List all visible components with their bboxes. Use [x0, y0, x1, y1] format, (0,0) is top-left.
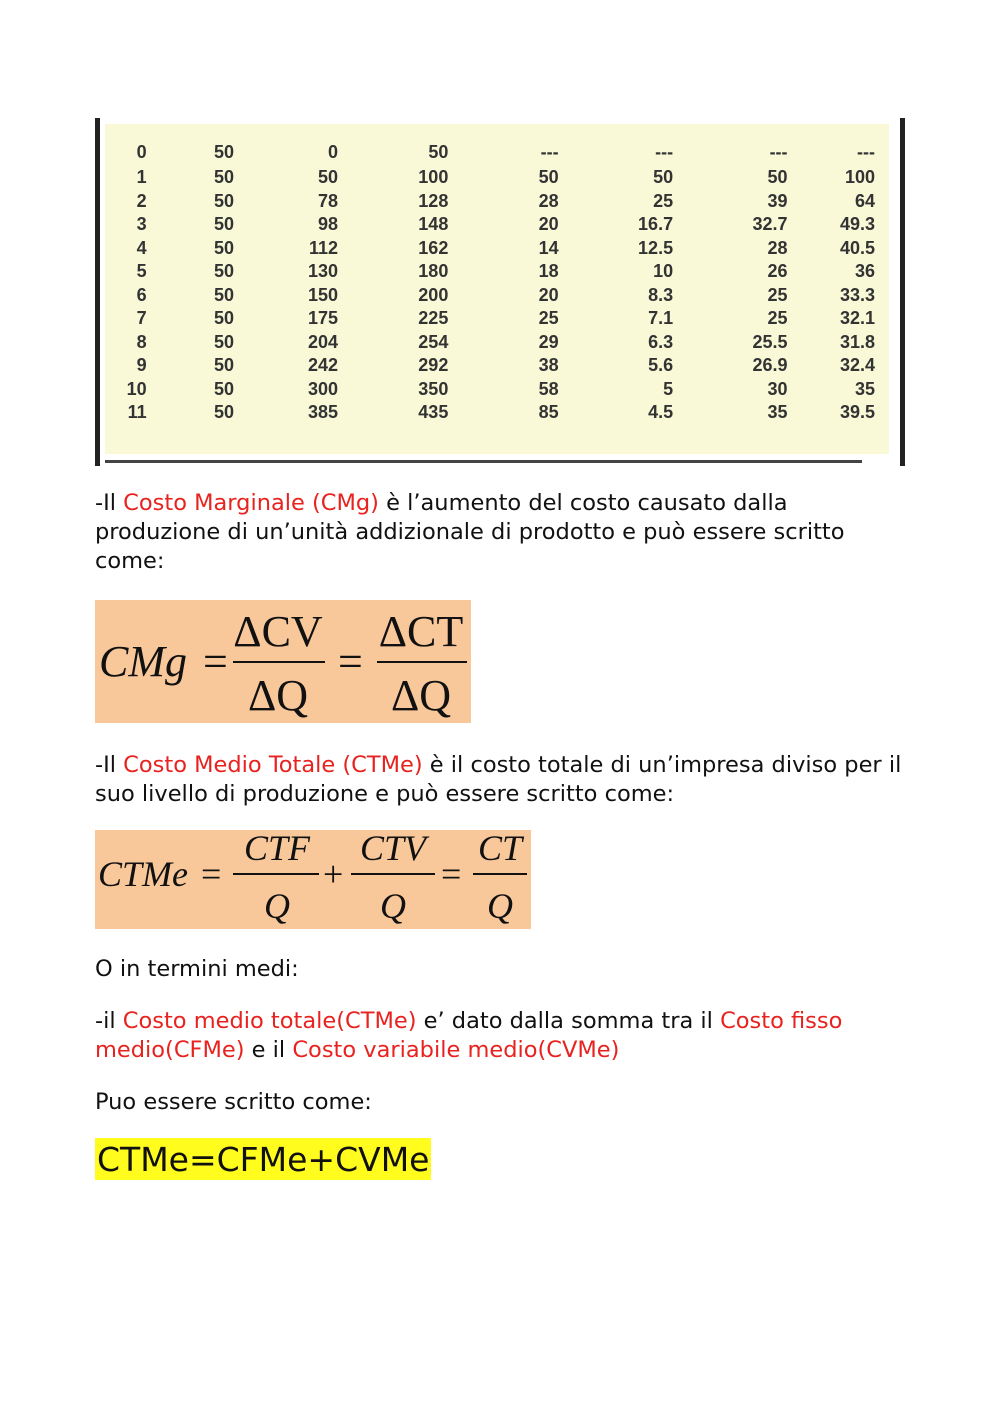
- written-as-label: Puo essere scritto come:: [95, 1089, 372, 1115]
- table-cell: 50: [213, 378, 234, 399]
- formula1-lhs: CMg: [99, 637, 187, 686]
- table-left-border: [95, 118, 100, 466]
- para4-prefix: -il: [95, 1008, 123, 1034]
- table-cell: 50: [767, 167, 788, 188]
- marginal-cost-term: Costo Marginale (CMg): [123, 490, 379, 516]
- table-cell: 4.5: [648, 402, 674, 423]
- table-row: [105, 190, 875, 214]
- formula2-num1: CTF: [243, 830, 311, 868]
- para2-text: è il costo totale di un’impresa diviso per il suo livello di produzione e può essere scritto come:: [95, 752, 902, 807]
- table-cell: 25: [767, 308, 788, 329]
- table-cell: 385: [308, 402, 339, 423]
- formula1-eq2: =: [338, 637, 363, 686]
- table-cell: 10: [126, 378, 147, 399]
- table-cell: 50: [213, 308, 234, 329]
- table-cell: 7: [136, 308, 147, 329]
- para1-text: è l’aumento del costo causato dalla produzione di un’unità addizionale di prodotto e può essere scritto come:: [95, 490, 845, 574]
- table-row: [105, 378, 875, 402]
- table-cell: 180: [418, 261, 449, 282]
- table-bottom-rule: [105, 460, 862, 463]
- average-total-cost-paragraph: [95, 751, 915, 809]
- table-cell: 112: [309, 237, 339, 258]
- table-cell: 7.1: [648, 308, 674, 329]
- table-cell: 50: [213, 141, 234, 162]
- table-cell: 5.6: [648, 355, 674, 376]
- para2-prefix: -Il: [95, 752, 124, 778]
- table-cell: 130: [308, 261, 339, 282]
- table-cell: 128: [418, 190, 449, 211]
- table-cell: 49.3: [839, 214, 875, 235]
- formula2-num3: CT: [477, 830, 523, 868]
- table-cell: 6.3: [648, 331, 674, 352]
- average-total-cost-term-2: Costo medio totale(CTMe): [122, 1008, 417, 1034]
- table-cell: 9: [136, 355, 147, 376]
- average-cost-sum-paragraph: [95, 1007, 915, 1065]
- formula2-den1: Q: [264, 886, 290, 926]
- table-cell: 38: [538, 355, 559, 376]
- table-cell: 204: [308, 331, 339, 352]
- table-cell: 6: [136, 284, 147, 305]
- table-row: [105, 401, 875, 425]
- table-cell: 3: [136, 214, 147, 235]
- table-cell: 150: [308, 284, 339, 305]
- table-cell: 5: [663, 378, 674, 399]
- table-cell: 25: [767, 284, 788, 305]
- table-right-border: [900, 118, 905, 466]
- table-cell: 50: [213, 331, 234, 352]
- table-row: [105, 260, 875, 284]
- table-cell: 33.3: [839, 284, 875, 305]
- table-cell: 350: [418, 378, 449, 399]
- table-cell: 50: [213, 214, 234, 235]
- table-row: [105, 166, 875, 190]
- table-cell: 148: [418, 214, 449, 235]
- table-cell: ---: [655, 141, 674, 162]
- table-cell: 435: [418, 402, 449, 423]
- table-cell: 50: [213, 355, 234, 376]
- table-cell: 162: [418, 237, 449, 258]
- table-cell: 50: [538, 167, 559, 188]
- table-cell: 26.9: [752, 355, 788, 376]
- table-cell: 28: [767, 237, 788, 258]
- table-cell: 8: [136, 331, 147, 352]
- table-cell: 0: [136, 141, 147, 162]
- average-total-cost-formula: [95, 830, 531, 929]
- table-cell: 32.1: [839, 308, 875, 329]
- table-cell: 39.5: [839, 402, 875, 423]
- para4-mid2: e il: [244, 1037, 293, 1063]
- cost-table-figure: [95, 118, 905, 466]
- table-row: [105, 331, 875, 355]
- formula1-num2: ΔCT: [378, 607, 464, 656]
- formula2-plus: +: [323, 854, 344, 894]
- table-cell: 29: [538, 331, 559, 352]
- table-cell: 39: [767, 190, 788, 211]
- table-cell: 300: [308, 378, 339, 399]
- formula2-den2: Q: [380, 886, 406, 926]
- table-cell: 32.4: [839, 355, 875, 376]
- formula1-den1: ΔQ: [247, 671, 309, 720]
- table-cell: 40.5: [839, 237, 875, 258]
- table-cell: 26: [767, 261, 788, 282]
- table-cell: 175: [308, 308, 339, 329]
- table-cell: 50: [213, 284, 234, 305]
- average-variable-cost-term: Costo variabile medio(CVMe): [292, 1037, 620, 1063]
- table-cell: 50: [213, 190, 234, 211]
- table-cell: 225: [418, 308, 449, 329]
- formula2-lhs: CTMe: [98, 854, 188, 894]
- table-cell: 10: [653, 261, 674, 282]
- table-cell: 14: [538, 237, 559, 258]
- table-cell: 2: [136, 190, 147, 211]
- table-cell: 0: [328, 141, 339, 162]
- table-cell: 100: [844, 167, 875, 188]
- highlighted-equation: CTMe=CFMe+CVMe: [97, 1140, 430, 1179]
- table-cell: ---: [857, 141, 875, 162]
- table-cell: 50: [318, 167, 339, 188]
- table-row: [105, 138, 875, 166]
- table-cell: 35: [767, 402, 788, 423]
- table-cell: 25: [538, 308, 559, 329]
- table-cell: 50: [213, 237, 234, 258]
- table-cell: 25.5: [752, 331, 788, 352]
- table-cell: 12.5: [638, 237, 674, 258]
- table-cell: 28: [538, 190, 559, 211]
- table-cell: 31.8: [839, 331, 875, 352]
- table-cell: 85: [538, 402, 559, 423]
- table-cell: 16.7: [638, 214, 674, 235]
- formula2-num2: CTV: [359, 830, 427, 868]
- table-cell: 4: [136, 237, 147, 258]
- table-cell: 30: [767, 378, 788, 399]
- table-cell: ---: [540, 141, 559, 162]
- table-cell: 8.3: [648, 284, 674, 305]
- table-cell: 35: [854, 378, 875, 399]
- table-row: [105, 354, 875, 378]
- table-cell: 20: [538, 284, 559, 305]
- table-cell: ---: [769, 141, 788, 162]
- table-cell: 20: [538, 214, 559, 235]
- table-cell: 32.7: [752, 214, 788, 235]
- table-cell: 50: [653, 167, 674, 188]
- marginal-cost-formula: [95, 600, 471, 723]
- table-row: [105, 307, 875, 331]
- table-cell: 200: [418, 284, 449, 305]
- table-cell: 11: [127, 402, 147, 423]
- table-row: [105, 213, 875, 237]
- table-cell: 292: [418, 355, 449, 376]
- formula1-den2: ΔQ: [390, 671, 452, 720]
- table-cell: 98: [318, 214, 339, 235]
- formula1-eq1: =: [203, 637, 228, 686]
- table-cell: 25: [653, 190, 674, 211]
- table-cell: 18: [538, 261, 559, 282]
- table-cell: 58: [538, 378, 559, 399]
- average-terms-intro: O in termini medi:: [95, 956, 299, 982]
- formula2-den3: Q: [487, 886, 513, 926]
- average-fixed-cost-term: Costo fisso medio(CFMe): [95, 1008, 843, 1063]
- table-cell: 254: [418, 331, 449, 352]
- table-cell: 50: [428, 141, 449, 162]
- table-cell: 50: [213, 261, 234, 282]
- table-cell: 242: [308, 355, 339, 376]
- formula2-eq1: =: [201, 854, 222, 894]
- table-cell: 36: [854, 261, 875, 282]
- marginal-cost-paragraph: [95, 489, 915, 576]
- para4-mid: e’ dato dalla somma tra il: [416, 1008, 721, 1034]
- table-cell: 50: [213, 167, 234, 188]
- table-cell: 64: [854, 190, 875, 211]
- formula1-num1: ΔCV: [233, 607, 323, 656]
- table-row: [105, 284, 875, 308]
- para1-prefix: -Il: [95, 490, 124, 516]
- table-row: [105, 237, 875, 261]
- table-cell: 78: [318, 190, 339, 211]
- table-cell: 50: [213, 402, 234, 423]
- cost-table: [105, 138, 875, 425]
- formula2-eq2: =: [441, 854, 462, 894]
- table-cell: 1: [136, 167, 147, 188]
- average-total-cost-term: Costo Medio Totale (CTMe): [123, 752, 423, 778]
- table-cell: 5: [136, 261, 147, 282]
- table-cell: 100: [418, 167, 449, 188]
